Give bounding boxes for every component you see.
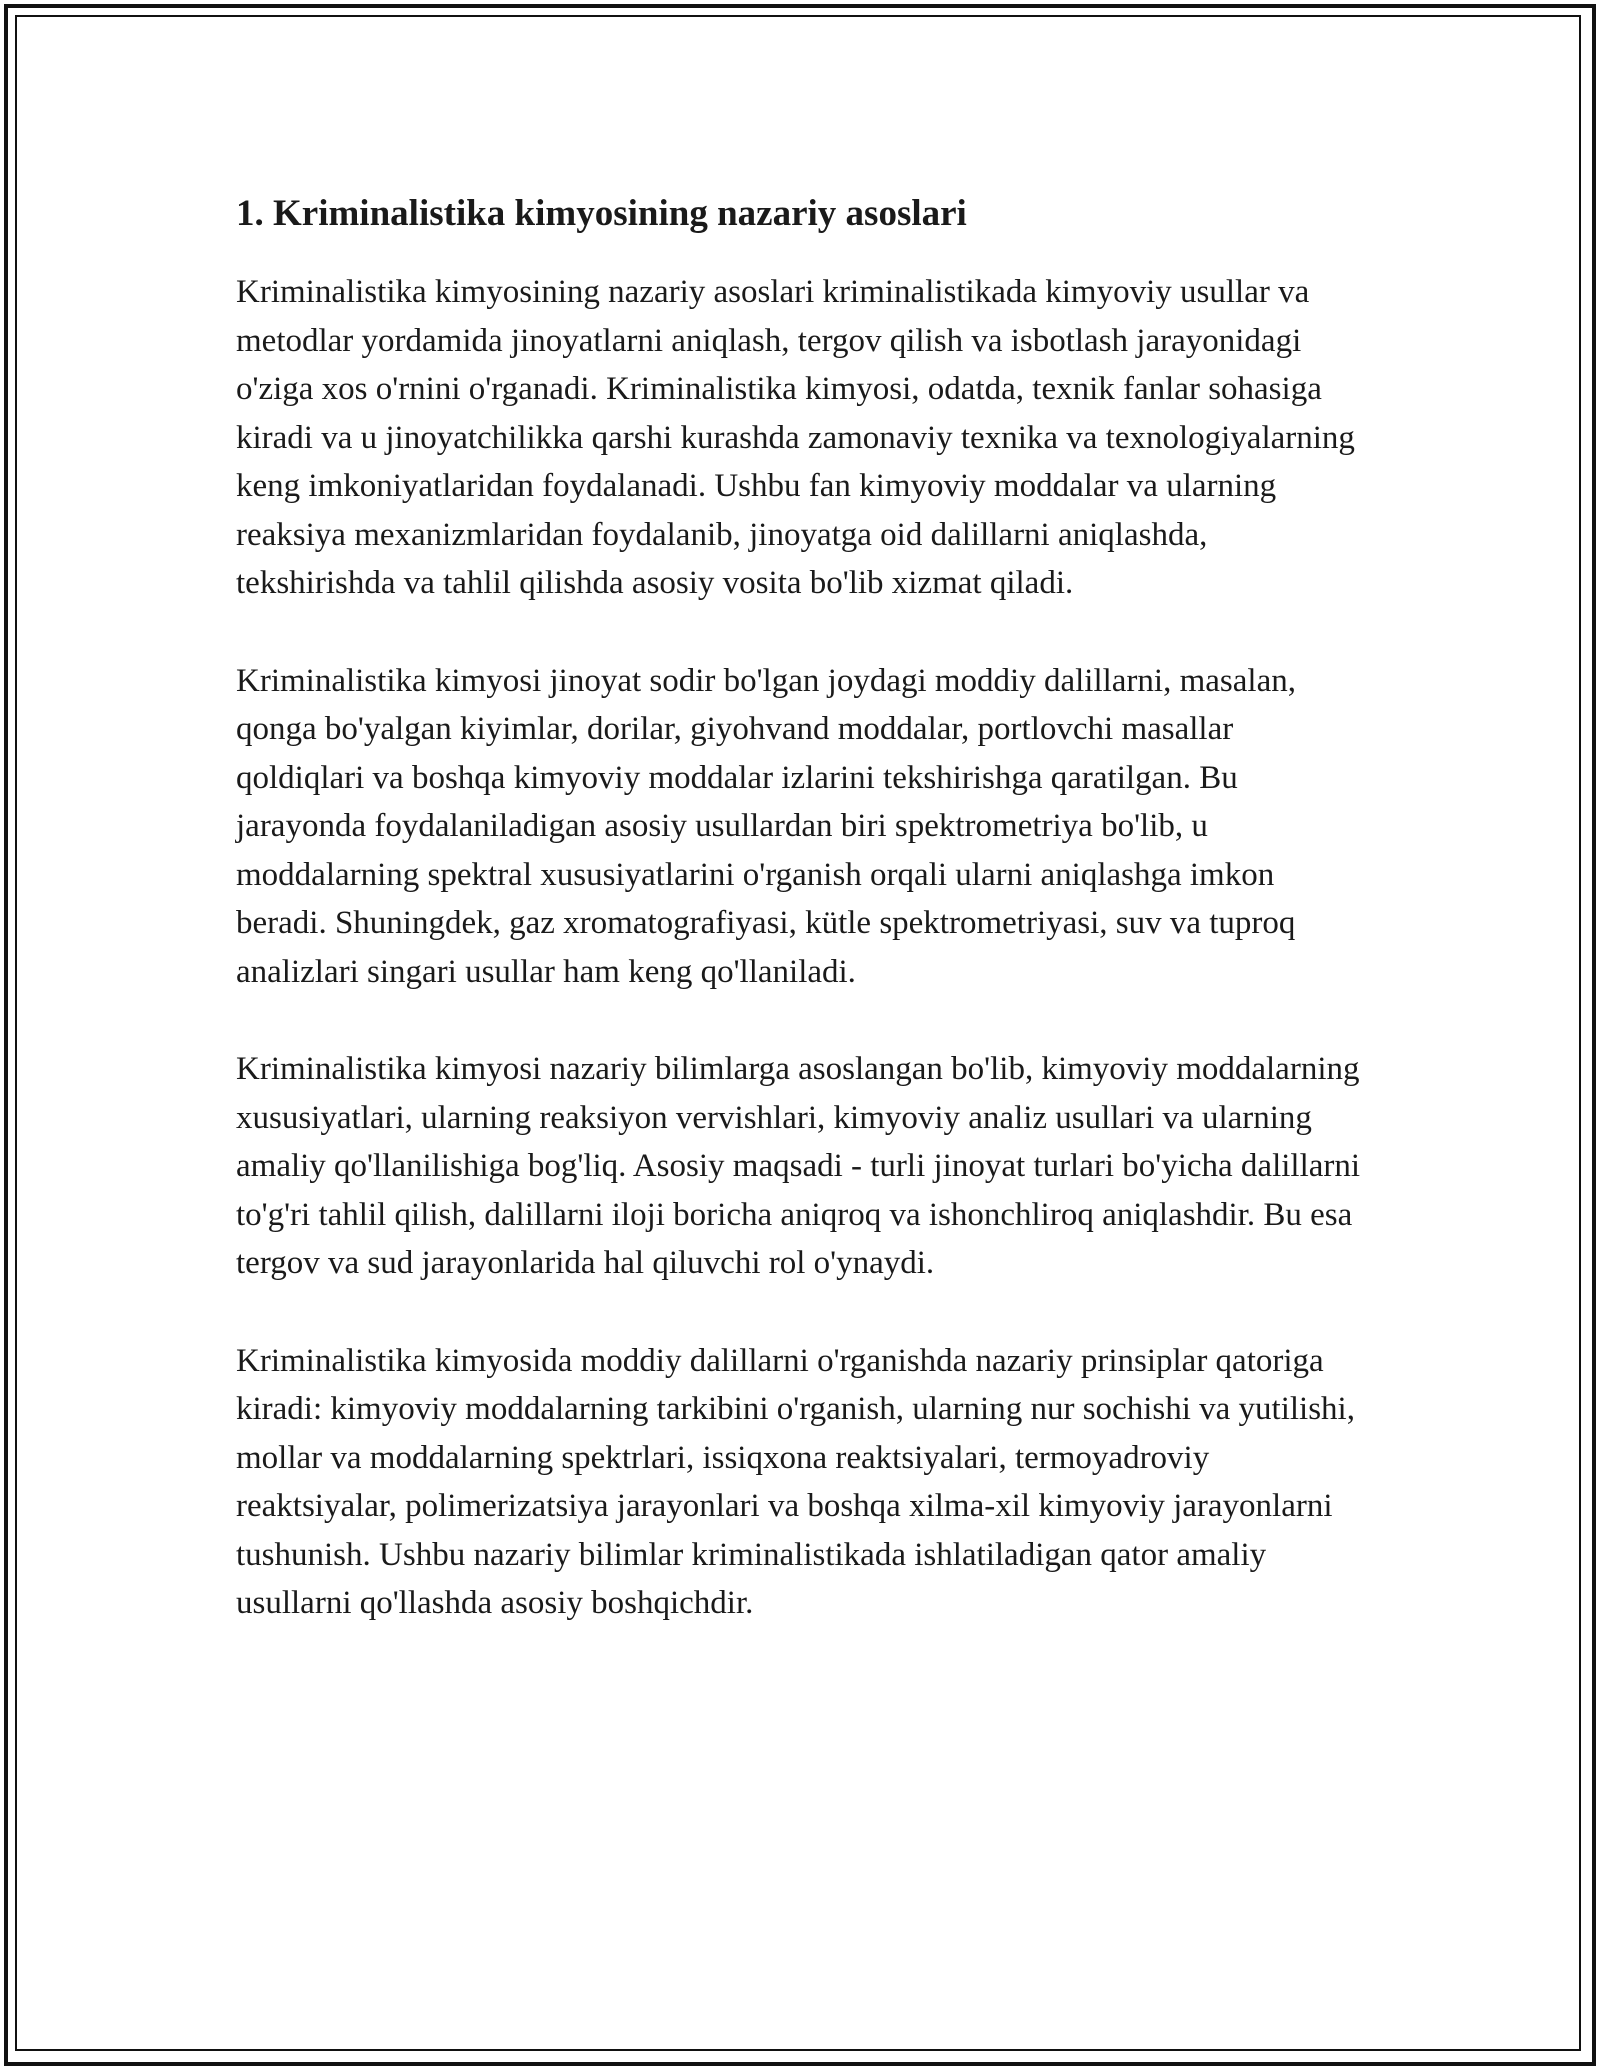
document-body xyxy=(236,186,1366,1677)
paragraph-4: Kriminalistika kimyosida moddiy dalillarni o'rganishda nazariy prinsiplar qatoriga kiradi: kimyoviy moddalarning tarkibini o'rganish, ularning nur sochishi va yutilishi, mollar va moddalarning spektrlari, issiqxona reaktsiyalari, termoyadroviy reaktsiyalar, polimerizatsiya jarayonlari va boshqa xilma-xil kimyoviy jarayonlarni tushunish. Ushbu nazariy bilimlar kriminalistikada ishlatiladigan qator amaliy usullarni qo'llashda asosiy boshqichdir. xyxy=(236,1342,1355,1621)
paragraph-3: Kriminalistika kimyosi nazariy bilimlarga asoslangan bo'lib, kimyoviy moddalarning xususiyatlari, ularning reaksiyon vervishlari, kimyoviy analiz usullari va ularning amaliy qo'llanilishiga bog'liq. Asosiy maqsadi - turli jinoyat turlari bo'yicha dalillarni to'g'ri tahlil qilish, dalillarni iloji boricha aniqroq va ishonchliroq aniqlashdir. Bu esa tergov va sud jarayonlarida hal qiluvchi rol o'ynaydi. xyxy=(236,1051,1361,1281)
section-title: 1. Kriminalistika kimyosining nazariy asoslari xyxy=(236,193,967,234)
paragraph-2: Kriminalistika kimyosi jinoyat sodir bo'lgan joydagi moddiy dalillarni, masalan, qonga bo'yalgan kiyimlar, dorilar, giyohvand moddalar, portlovchi masallar qoldiqlari va boshqa kimyoviy moddalar izlarini tekshirishga qaratilgan. Bu jarayonda foydalaniladigan asosiy usullardan biri spektrometriya bo'lib, u moddalarning spektral xususiyatlarini o'rganish orqali ularni aniqlashga imkon beradi. Shuningdek, gaz xromatografiyasi, kütle spektrometriyasi, suv va tuproq analizlari singari usullar ham keng qo'llaniladi. xyxy=(236,662,1296,990)
paragraph-1: Kriminalistika kimyosining nazariy asoslari kriminalistikada kimyoviy usullar va metodlar yordamida jinoyatlarni aniqlash, tergov qilish va isbotlash jarayonidagi o'ziga xos o'rnini o'rganadi. Kriminalistika kimyosi, odatda, texnik fanlar sohasiga kiradi va u jinoyatchilikka qarshi kurashda zamonaviy texnika va texnologiyalarning keng imkoniyatlaridan foydalanadi. Ushbu fan kimyoviy moddalar va ularning reaksiya mexanizmlaridan foydalanib, jinoyatga oid dalillarni aniqlashda, tekshirishda va tahlil qilishda asosiy vosita bo'lib xizmat qiladi. xyxy=(236,274,1355,601)
